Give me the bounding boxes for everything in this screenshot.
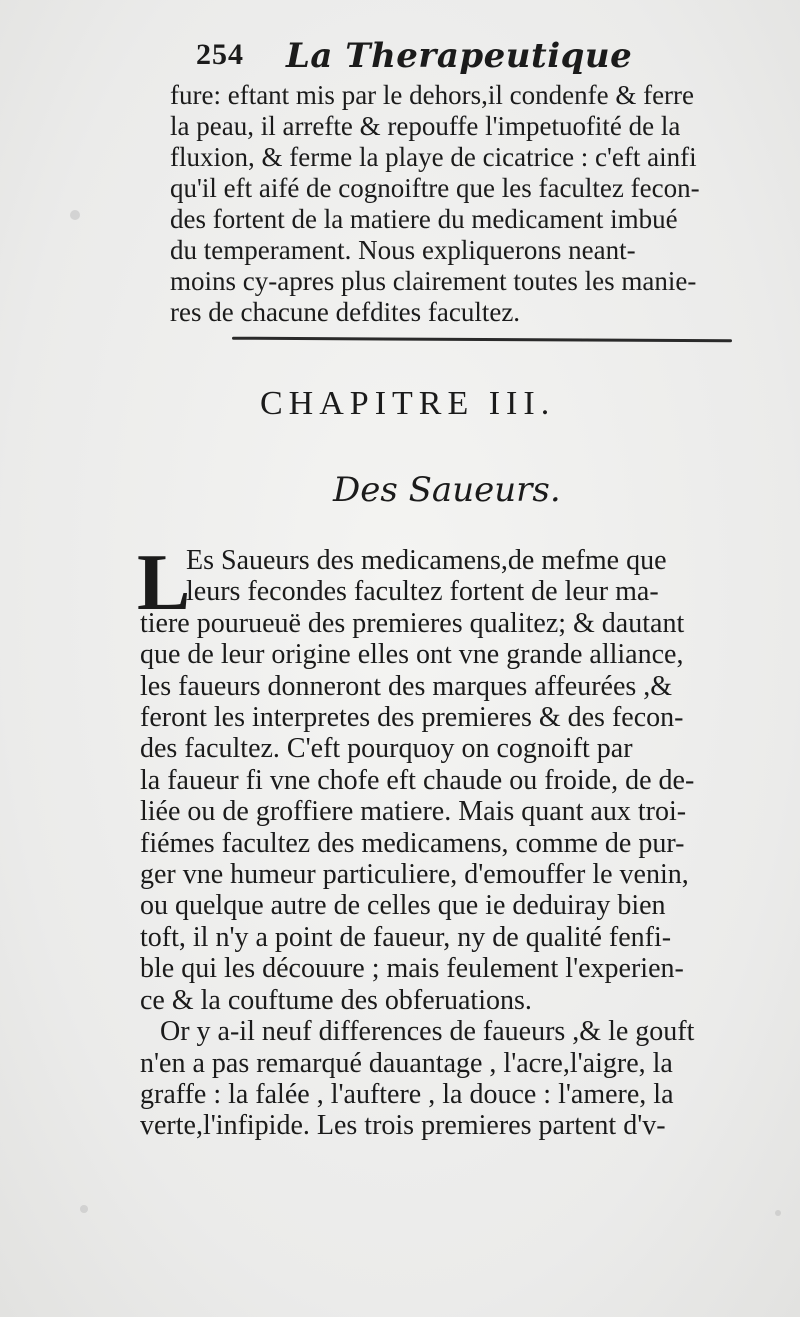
text-line: fure: eftant mis par le dehors,il condenfe & ferre — [170, 80, 695, 110]
text-line: toft, il n'y a point de faueur, ny de qualité fenfi- — [140, 921, 672, 953]
text-line: moins cy-apres plus clairement toutes les manie- — [170, 266, 697, 296]
text-line: ce & la couftume des obferuations. — [140, 984, 532, 1016]
text-line: la faueur fi vne chofe eft chaude ou froide, de de- — [140, 764, 695, 796]
text-line: que de leur origine elles ont vne grande alliance, — [140, 639, 684, 671]
page-header — [196, 38, 796, 78]
text-line: leurs fecondes facultez fortent de leur ma- — [186, 576, 659, 608]
text-line: ou quelque autre de celles que ie deduiray bien — [140, 890, 666, 922]
text-line: la peau, il arrefte & repouffe l'impetuofité de la — [170, 111, 681, 141]
paper-stain — [80, 1205, 88, 1213]
page-number: 254 — [196, 38, 244, 71]
text-line: Or y a-il neuf differences de faueurs ,& le gouft — [160, 1016, 695, 1048]
text-line: res de chacune defdites facultez. — [170, 297, 521, 327]
text-line: tiere pourueuë des premieres qualitez; & dautant — [140, 607, 685, 639]
paper-stain — [775, 1210, 781, 1216]
text-line: qu'il eft aifé de cognoiftre que les facultez fecon- — [170, 173, 700, 203]
text-line: graffe : la falée , l'auftere , la douce : l'amere, la — [140, 1078, 674, 1110]
text-line: Es Saueurs des medicamens,de mefme que — [186, 545, 667, 576]
text-line: fiémes facultez des medicamens, comme de pur- — [140, 827, 685, 859]
section-rule — [232, 337, 732, 343]
paper-stain — [70, 210, 80, 220]
text-line: des facultez. C'eft pourquoy on cognoift par — [140, 733, 633, 765]
text-line: ble qui les découure ; mais feulement l'experien- — [140, 953, 684, 985]
text-line: les faueurs donneront des marques affeurées ,& — [140, 670, 673, 702]
text-line: des fortent de la matiere du medicament imbué — [170, 204, 678, 234]
text-line: verte,l'infipide. Les trois premieres partent d'v- — [140, 1110, 666, 1142]
text-line: fluxion, & ferme la playe de cicatrice : c'eft ainfi — [170, 142, 697, 172]
text-line: liée ou de groffiere matiere. Mais quant aux troi- — [140, 796, 687, 828]
running-title: La Therapeutique — [286, 36, 633, 76]
text-line: n'en a pas remarqué dauantage , l'acre,l'aigre, la — [140, 1047, 673, 1079]
top-paragraph — [170, 80, 795, 328]
chapter-heading: CHAPITRE III. — [260, 385, 556, 422]
text-line: ger vne humeur particuliere, d'emouffer le venin, — [140, 859, 689, 891]
chapter-title: Des Saueurs. — [333, 470, 561, 510]
text-line: feront les interpretes des premieres & des fecon- — [140, 702, 684, 734]
drop-capital: L — [137, 539, 191, 627]
body-paragraph — [140, 545, 795, 1142]
text-line: du temperament. Nous expliquerons neant- — [170, 235, 636, 265]
